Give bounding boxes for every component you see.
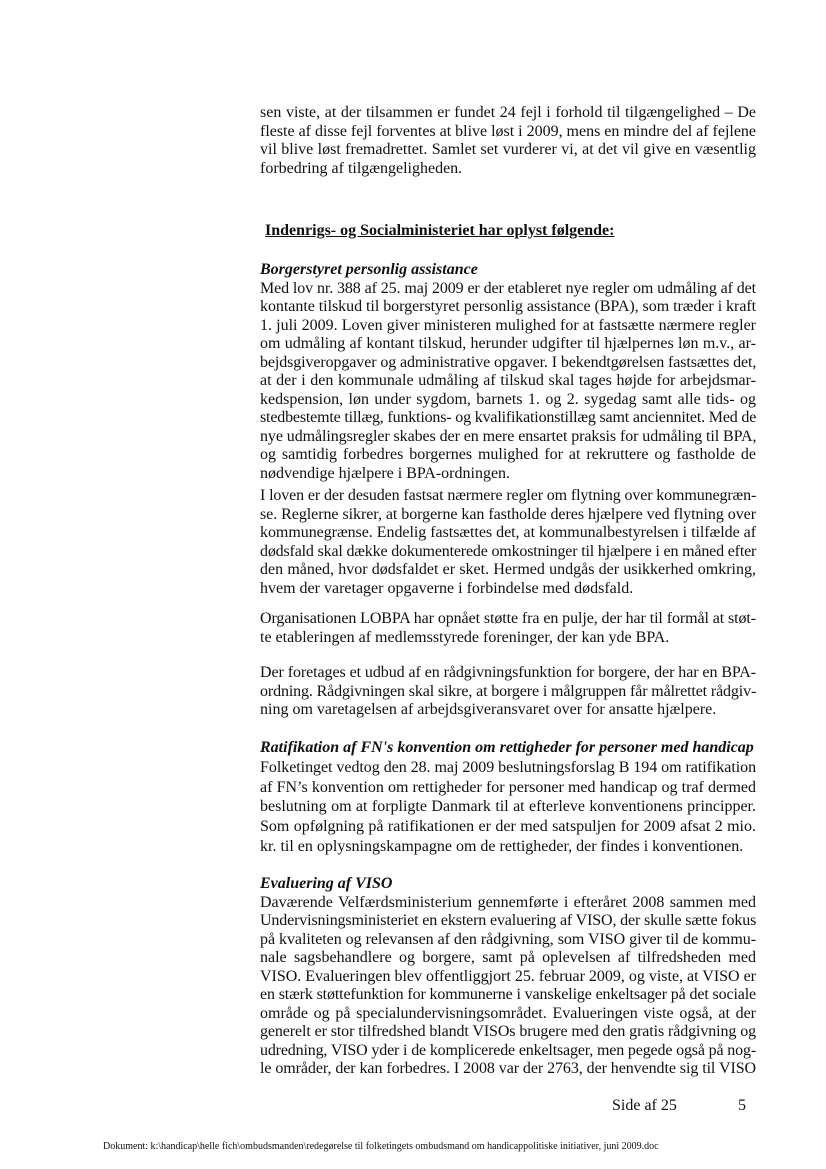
text-line: Der foretages et udbud af en rådgivningsfunktion for borgere, der har en BPA- [260, 664, 756, 681]
subsection-title: Evaluering af VISO [260, 875, 393, 892]
text-line: område og på specialundervisningsområdet. Evalueringen viste også, at der [260, 1004, 756, 1022]
text-line: om udmåling af kontant tilskud, herunder udgifter til hjælpernes løn m.v., ar- [260, 335, 756, 352]
text-line: en stærk støttefunktion for kommunerne i vanskelige enkeltsager på det sociale [260, 986, 756, 1003]
text-line: VISO. Evalueringen blev offentliggjort 25. februar 2009, og viste, at VISO er [260, 967, 756, 985]
text-line: hvem der varetager opgaverne i forbindelse med dødsfald. [260, 579, 634, 597]
text-line: fleste af disse fejl forventes at blive løst i 2009, mens en mindre del af fejlene [260, 122, 756, 140]
section-fn-konvention [260, 738, 756, 857]
text-line: kontante tilskud til borgerstyret personlig assistance (BPA), som træder i kraft [260, 298, 757, 315]
text-line: I loven er der desuden fastsat nærmere regler om flytning over kommunegræn- [260, 487, 757, 504]
text-line: Undervisningsministeriet en ekstern evaluering af VISO, der skulle sætte fokus [260, 912, 757, 929]
text-line: nale sagsbehandlere og borgere, samt på oplevelsen af tilfredsheden med [260, 949, 756, 966]
text-line: ning om varetagelsen af arbejdsgiveransvaret over for ansatte hjælpere. [260, 701, 717, 718]
text-line: generelt er stor tilfredshed blandt VISOs brugere med den gratis rådgivning og [260, 1023, 756, 1040]
subsection-title: Ratifikation af FN's konvention om rettigheder for personer med handicap [260, 739, 754, 756]
page-count-label: Side af 25 [612, 1097, 677, 1114]
section-viso [260, 875, 756, 1079]
text-line: af FN’s konvention om rettigheder for personer med handicap og traf dermed [260, 778, 756, 796]
text-line: sen viste, at der tilsammen er fundet 24 fejl i forhold til tilgængelighed – De [260, 104, 756, 121]
subsection-title: Borgerstyret personlig assistance [260, 261, 478, 278]
text-line: nødvendige hjælpere i BPA-ordningen. [260, 464, 511, 482]
text-line: Med lov nr. 388 af 25. maj 2009 er der etableret nye regler om udmåling af det [260, 279, 756, 297]
text-line: forbedring af tilgængeligheden. [260, 159, 463, 177]
section-heading: Indenrigs- og Socialministeriet har oplyst følgende: [265, 222, 615, 239]
intro-paragraph [260, 104, 756, 178]
text-line: ordning. Rådgivningen skal sikre, at borgere i målgruppen får målrettet rådgiv- [260, 682, 757, 700]
paragraph-raadgivning [260, 664, 756, 720]
section-bpa [260, 261, 756, 483]
text-line: se. Reglerne sikrer, at borgerne kan fastholde deres hjælpere ved flytning over [260, 505, 756, 523]
text-line: Folketinget vedtog den 28. maj 2009 beslutningsforslag B 194 om ratifikation [260, 758, 757, 776]
text-line: te etableringen af medlemsstyrede foreninger, der kan yde BPA. [260, 628, 670, 646]
text-line: le områder, der kan forbedres. I 2008 var der 2763, der henvendte sig til VISO [260, 1060, 756, 1077]
text-line: dødsfald skal dække dokumenterede omkostninger til hjælpere i en måned efter [260, 542, 757, 560]
text-line: nye udmålingsregler skabes der en mere ensartet praksis for udmåling til BPA, [260, 427, 757, 445]
page-number: 5 [738, 1097, 746, 1114]
paragraph-lobpa [260, 610, 756, 647]
text-line: Organisationen LOBPA har opnået støtte fra en pulje, der har til formål at støt- [260, 610, 757, 627]
text-line: på kvaliteten og relevansen af den rådgivning, som VISO giver til de kommu- [260, 930, 756, 948]
text-line: 1. juli 2009. Loven giver ministeren mulighed for at fastsætte nærmere regler [260, 316, 756, 334]
text-line: Som opfølgning på ratifikationen er der med satspuljen for 2009 afsat 2 mio. [260, 818, 756, 836]
text-line: kommunegrænse. Endelig fastsættes det, at kommunalbestyrelsen i tilfælde af [260, 524, 756, 541]
text-line: vil blive løst fremadrettet. Samlet set vurderer vi, at det vil give en væsentlig [260, 141, 756, 158]
text-line: kedspension, løn under sygdom, barnets 1. og 2. sygedag samt alle tids- og [260, 390, 756, 408]
text-line: udredning, VISO yder i de komplicerede enkeltsager, men pegede også på nog- [260, 1041, 756, 1059]
text-line: bejdsgiveropgaver og administrative opgaver. I bekendtgørelsen fastsættes det, [260, 353, 757, 371]
text-line: stedbestemte tillæg, funktions- og kvalifikationstillæg samt anciennitet. Med de [260, 409, 757, 426]
paragraph-flytning [260, 487, 756, 598]
text-line: og samtidig forbedres borgernes mulighed for at rekruttere og fastholde de [260, 446, 756, 463]
text-line: kr. til en oplysningskampagne om de rettigheder, der findes i konventionen. [260, 837, 744, 855]
text-line: beslutning om at forpligte Danmark til at efterleve konventionens principper. [260, 798, 756, 816]
text-line: Daværende Velfærdsministerium gennemførte i efteråret 2008 sammen med [260, 893, 756, 911]
text-line: den måned, hvor dødsfaldet er sket. Hermed undgås der usikkerhed omkring, [260, 561, 756, 578]
document-path: Dokument: k:\handicap\helle fich\ombudsmanden\redegørelse til folketingets ombudsmand om handicappolitiske initiativer, juni 2009.doc [103, 1141, 659, 1152]
text-line: at der i den kommunale udmåling af tilskud skal tages højde for arbejdsmar- [260, 372, 756, 389]
